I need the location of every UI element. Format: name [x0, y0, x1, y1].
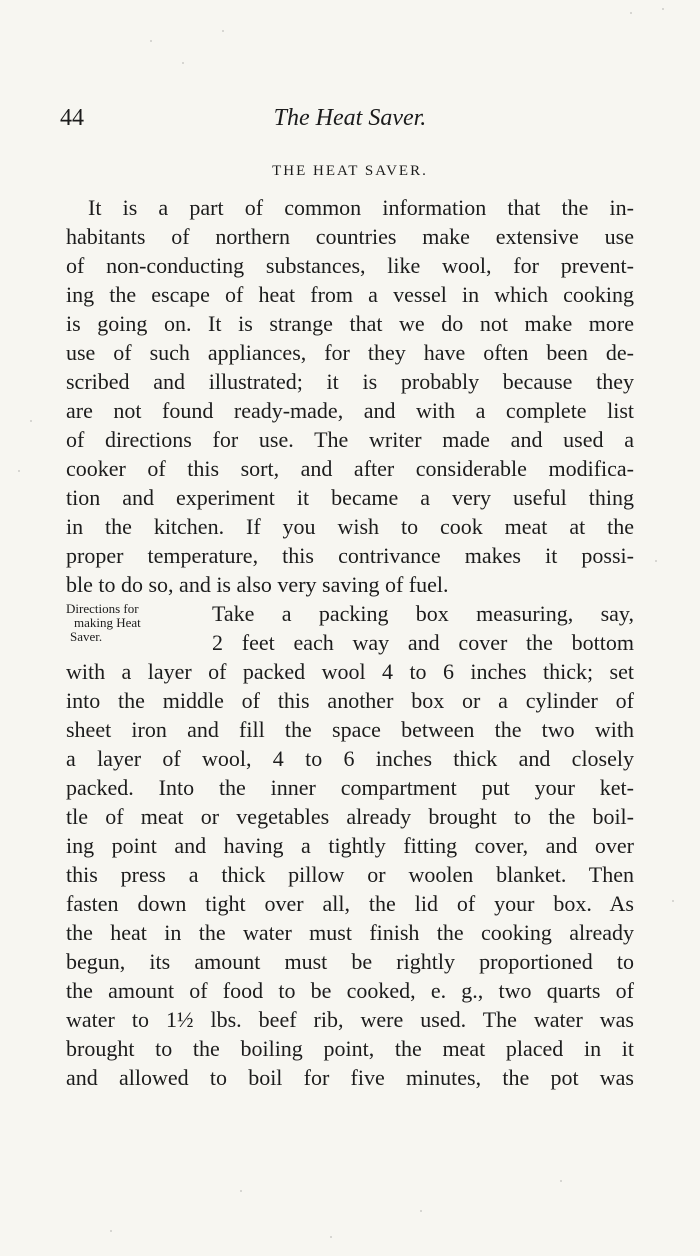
section-title: THE HEAT SAVER.: [272, 163, 428, 179]
text-line: begun, its amount must be rightly proportioned to: [66, 949, 634, 974]
side-note-line: Saver.: [70, 629, 103, 644]
text-line: fasten down tight over all, the lid of your box. As: [66, 891, 634, 916]
text-line: water to 1½ lbs. beef rib, were used. The water was: [66, 1007, 634, 1032]
text-line: packed. Into the inner compartment put your ket-: [66, 775, 634, 800]
text-line: tion and experiment it became a very useful thing: [66, 485, 634, 510]
text-line: the heat in the water must finish the cooking already: [66, 920, 634, 945]
text-line: 2 feet each way and cover the bottom: [212, 630, 634, 655]
text-line: ing the escape of heat from a vessel in which cooking: [66, 282, 634, 307]
text-line: sheet iron and fill the space between the two with: [66, 717, 634, 742]
text-line: is going on. It is strange that we do not make more: [66, 311, 634, 336]
page-header: [60, 105, 640, 145]
text-line: into the middle of this another box or a cylinder of: [66, 688, 634, 713]
page-number: 44: [60, 105, 84, 131]
text-line: and allowed to boil for five minutes, the pot was: [66, 1065, 634, 1090]
text-line: brought to the boiling point, the meat placed in it: [66, 1036, 634, 1061]
text-line: cooker of this sort, and after considerable modifica-: [66, 456, 634, 481]
text-line: Take a packing box measuring, say,: [212, 601, 634, 626]
paragraph-with-side-note: [66, 599, 634, 657]
text-line: are not found ready-made, and with a complete list: [66, 398, 634, 423]
side-note: [66, 602, 196, 644]
text-line: this press a thick pillow or woolen blanket. Then: [66, 862, 634, 887]
text-line: of directions for use. The writer made and used a: [66, 427, 634, 452]
text-line: a layer of wool, 4 to 6 inches thick and closely: [66, 746, 634, 771]
text-line: of non-conducting substances, like wool, for prevent-: [66, 253, 634, 278]
text-line: with a layer of packed wool 4 to 6 inches thick; set: [66, 659, 634, 684]
text-line: in the kitchen. If you wish to cook meat at the: [66, 514, 634, 539]
body-text: [66, 193, 634, 1092]
running-head: The Heat Saver.: [273, 105, 427, 131]
text-line: ble to do so, and is also very saving of fuel.: [66, 572, 449, 597]
text-line: ing point and having a tightly fitting cover, and over: [66, 833, 634, 858]
side-note-line: making Heat: [74, 615, 141, 630]
text-line: It is a part of common information that the in-: [88, 195, 634, 220]
text-line: proper temperature, this contrivance makes it possi-: [66, 543, 634, 568]
text-line: habitants of northern countries make extensive use: [66, 224, 634, 249]
text-line: scribed and illustrated; it is probably because they: [66, 369, 634, 394]
text-line: use of such appliances, for they have often been de-: [66, 340, 634, 365]
text-line: the amount of food to be cooked, e. g., two quarts of: [66, 978, 634, 1003]
text-line: tle of meat or vegetables already brought to the boil-: [66, 804, 634, 829]
side-note-line: Directions for: [66, 601, 139, 616]
